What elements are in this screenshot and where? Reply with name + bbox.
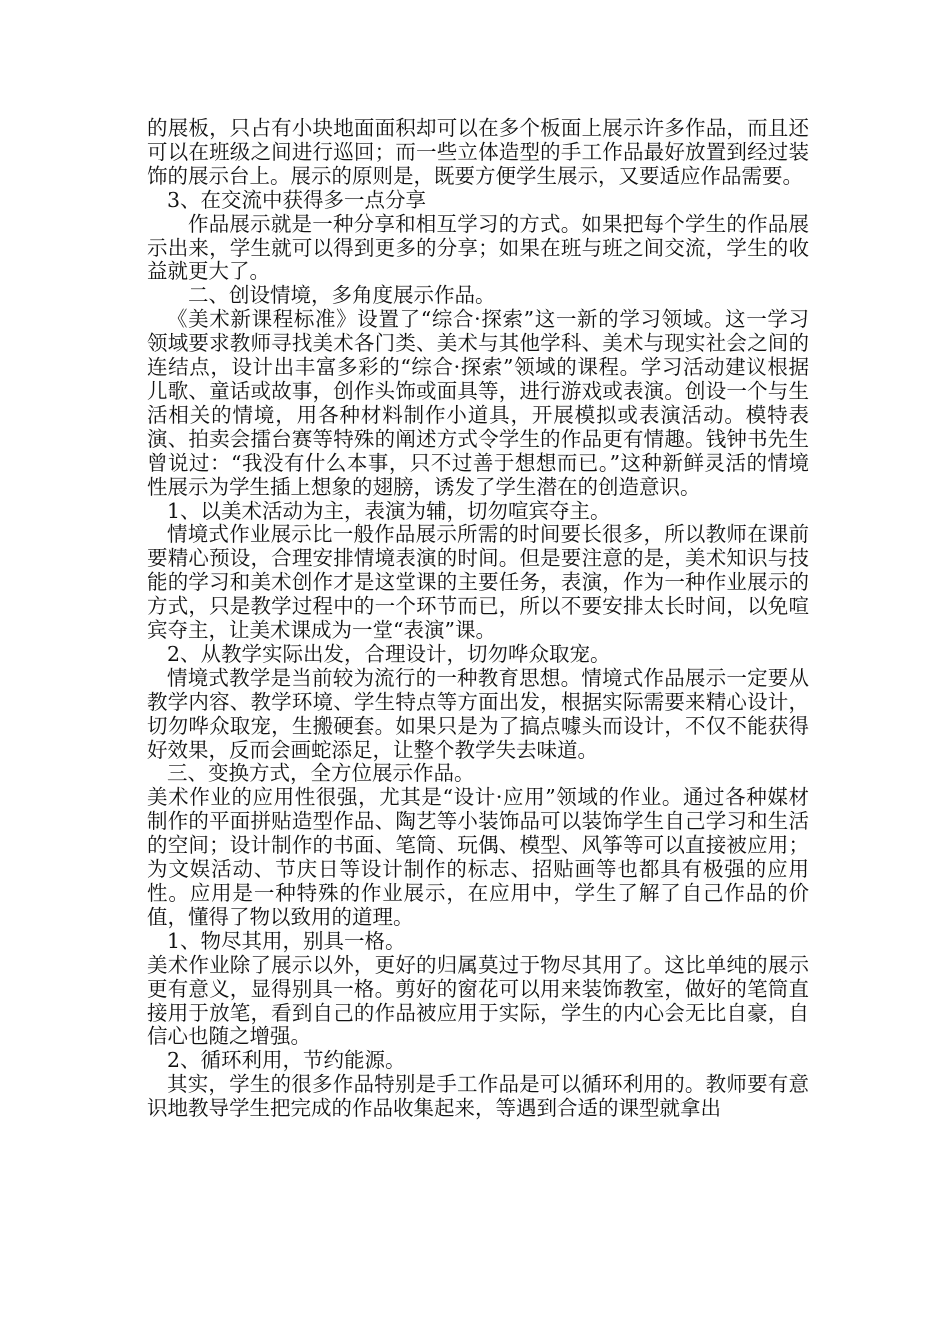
paragraph-15: 其实，学生的很多作品特别是手工作品是可以循环利用的。教师要有意识地教导学生把完成的作品收集起来，等遇到合适的课型就拿出 (147, 1072, 809, 1121)
section-heading-3: 三、变换方式，全方位展示作品。 (167, 761, 475, 786)
subheading-3-1: 1、物尽其用，别具一格。 (167, 928, 406, 953)
paragraph-3: 作品展示就是一种分享和相互学习的方式。如果把每个学生的作品展示出来，学生就可以得到更多的分享；如果在班与班之间交流，学生的收益就更大了。 (147, 211, 809, 284)
paragraph-7: 情境式作业展示比一般作品展示所需的时间要长很多，所以教师在课前要精心预设，合理安排情境表演的时间。但是要注意的是，美术知识与技能的学习和美术创作才是这堂课的主要任务，表演，作为一种作业展示的方式，只是教学过程中的一个环节而已，所以不要安排太长时间，以免喧宾夺主，让美术课成为一堂“表演”课。 (147, 522, 809, 643)
subheading-2-1: 1、以美术活动为主，表演为辅，切勿喧宾夺主。 (167, 498, 611, 523)
paragraph-11: 美术作业的应用性很强，尤其是“设计·应用”领域的作业。通过各种媒材制作的平面拼贴造型作品、陶艺等小装饰品可以装饰学生自己学习和生活的空间；设计制作的书面、笔筒、玩偶、模型、风筝等可以直接被应用；为文娱活动、节庆日等设计制作的标志、招贴画等也都具有极强的应用性。应用是一种特殊的作业展示，在应用中，学生了解了自己作品的价值，懂得了物以致用的道理。 (147, 785, 809, 929)
paragraph-13: 美术作业除了展示以外，更好的归属莫过于物尽其用了。这比单纯的展示更有意义，显得别具一格。剪好的窗花可以用来装饰教室，做好的笔筒直接用于放笔，看到自己的作品被应用于实际，学生的内心会无比自豪，自信心也随之增强。 (147, 952, 809, 1049)
subheading-3-2: 2、循环利用，节约能源。 (167, 1048, 406, 1073)
paragraph-5: 《美术新课程标准》设置了“综合·探索”这一新的学习领域。这一学习领域要求教师寻找美术各门类、美术与其他学科、美术与现实社会之间的连结点，设计出丰富多彩的“综合·探索”领域的课程。学习活动建议根据儿歌、童话或故事，创作头饰或面具等，进行游戏或表演。创设一个与生活相关的情境，用各种材料制作小道具，开展模拟或表演活动。模特表演、拍卖会擂台赛等特殊的阐述方式令学生的作品更有情趣。钱钟书先生曾说过：“我没有什么本事，只不过善于想想而已。”这种新鲜灵活的情境性展示为学生插上想象的翅膀，诱发了学生潜在的创造意识。 (147, 307, 809, 499)
subheading-2-2: 2、从教学实际出发，合理设计，切勿哗众取宠。 (167, 641, 611, 666)
section-heading-2: 二、创设情境，多角度展示作品。 (188, 283, 496, 308)
paragraph-1: 的展板，只占有小块地面面积却可以在多个板面上展示许多作品，而且还可以在班级之间进行巡回；而一些立体造型的手工作品最好放置到经过装饰的展示台上。展示的原则是，既要方便学生展示，又要适应作品需要。 (147, 116, 809, 188)
paragraph-9: 情境式教学是当前较为流行的一种教育思想。情境式作品展示一定要从教学内容、教学环境、学生特点等方面出发，根据实际需要来精心设计，切勿哗众取宠，生搬硬套。如果只是为了搞点噱头而设计，不仅不能获得好效果，反而会画蛇添足，让整个教学失去味道。 (147, 665, 809, 762)
heading-share-exchange: 3、在交流中获得多一点分享 (167, 187, 427, 212)
document-page (147, 117, 809, 1121)
